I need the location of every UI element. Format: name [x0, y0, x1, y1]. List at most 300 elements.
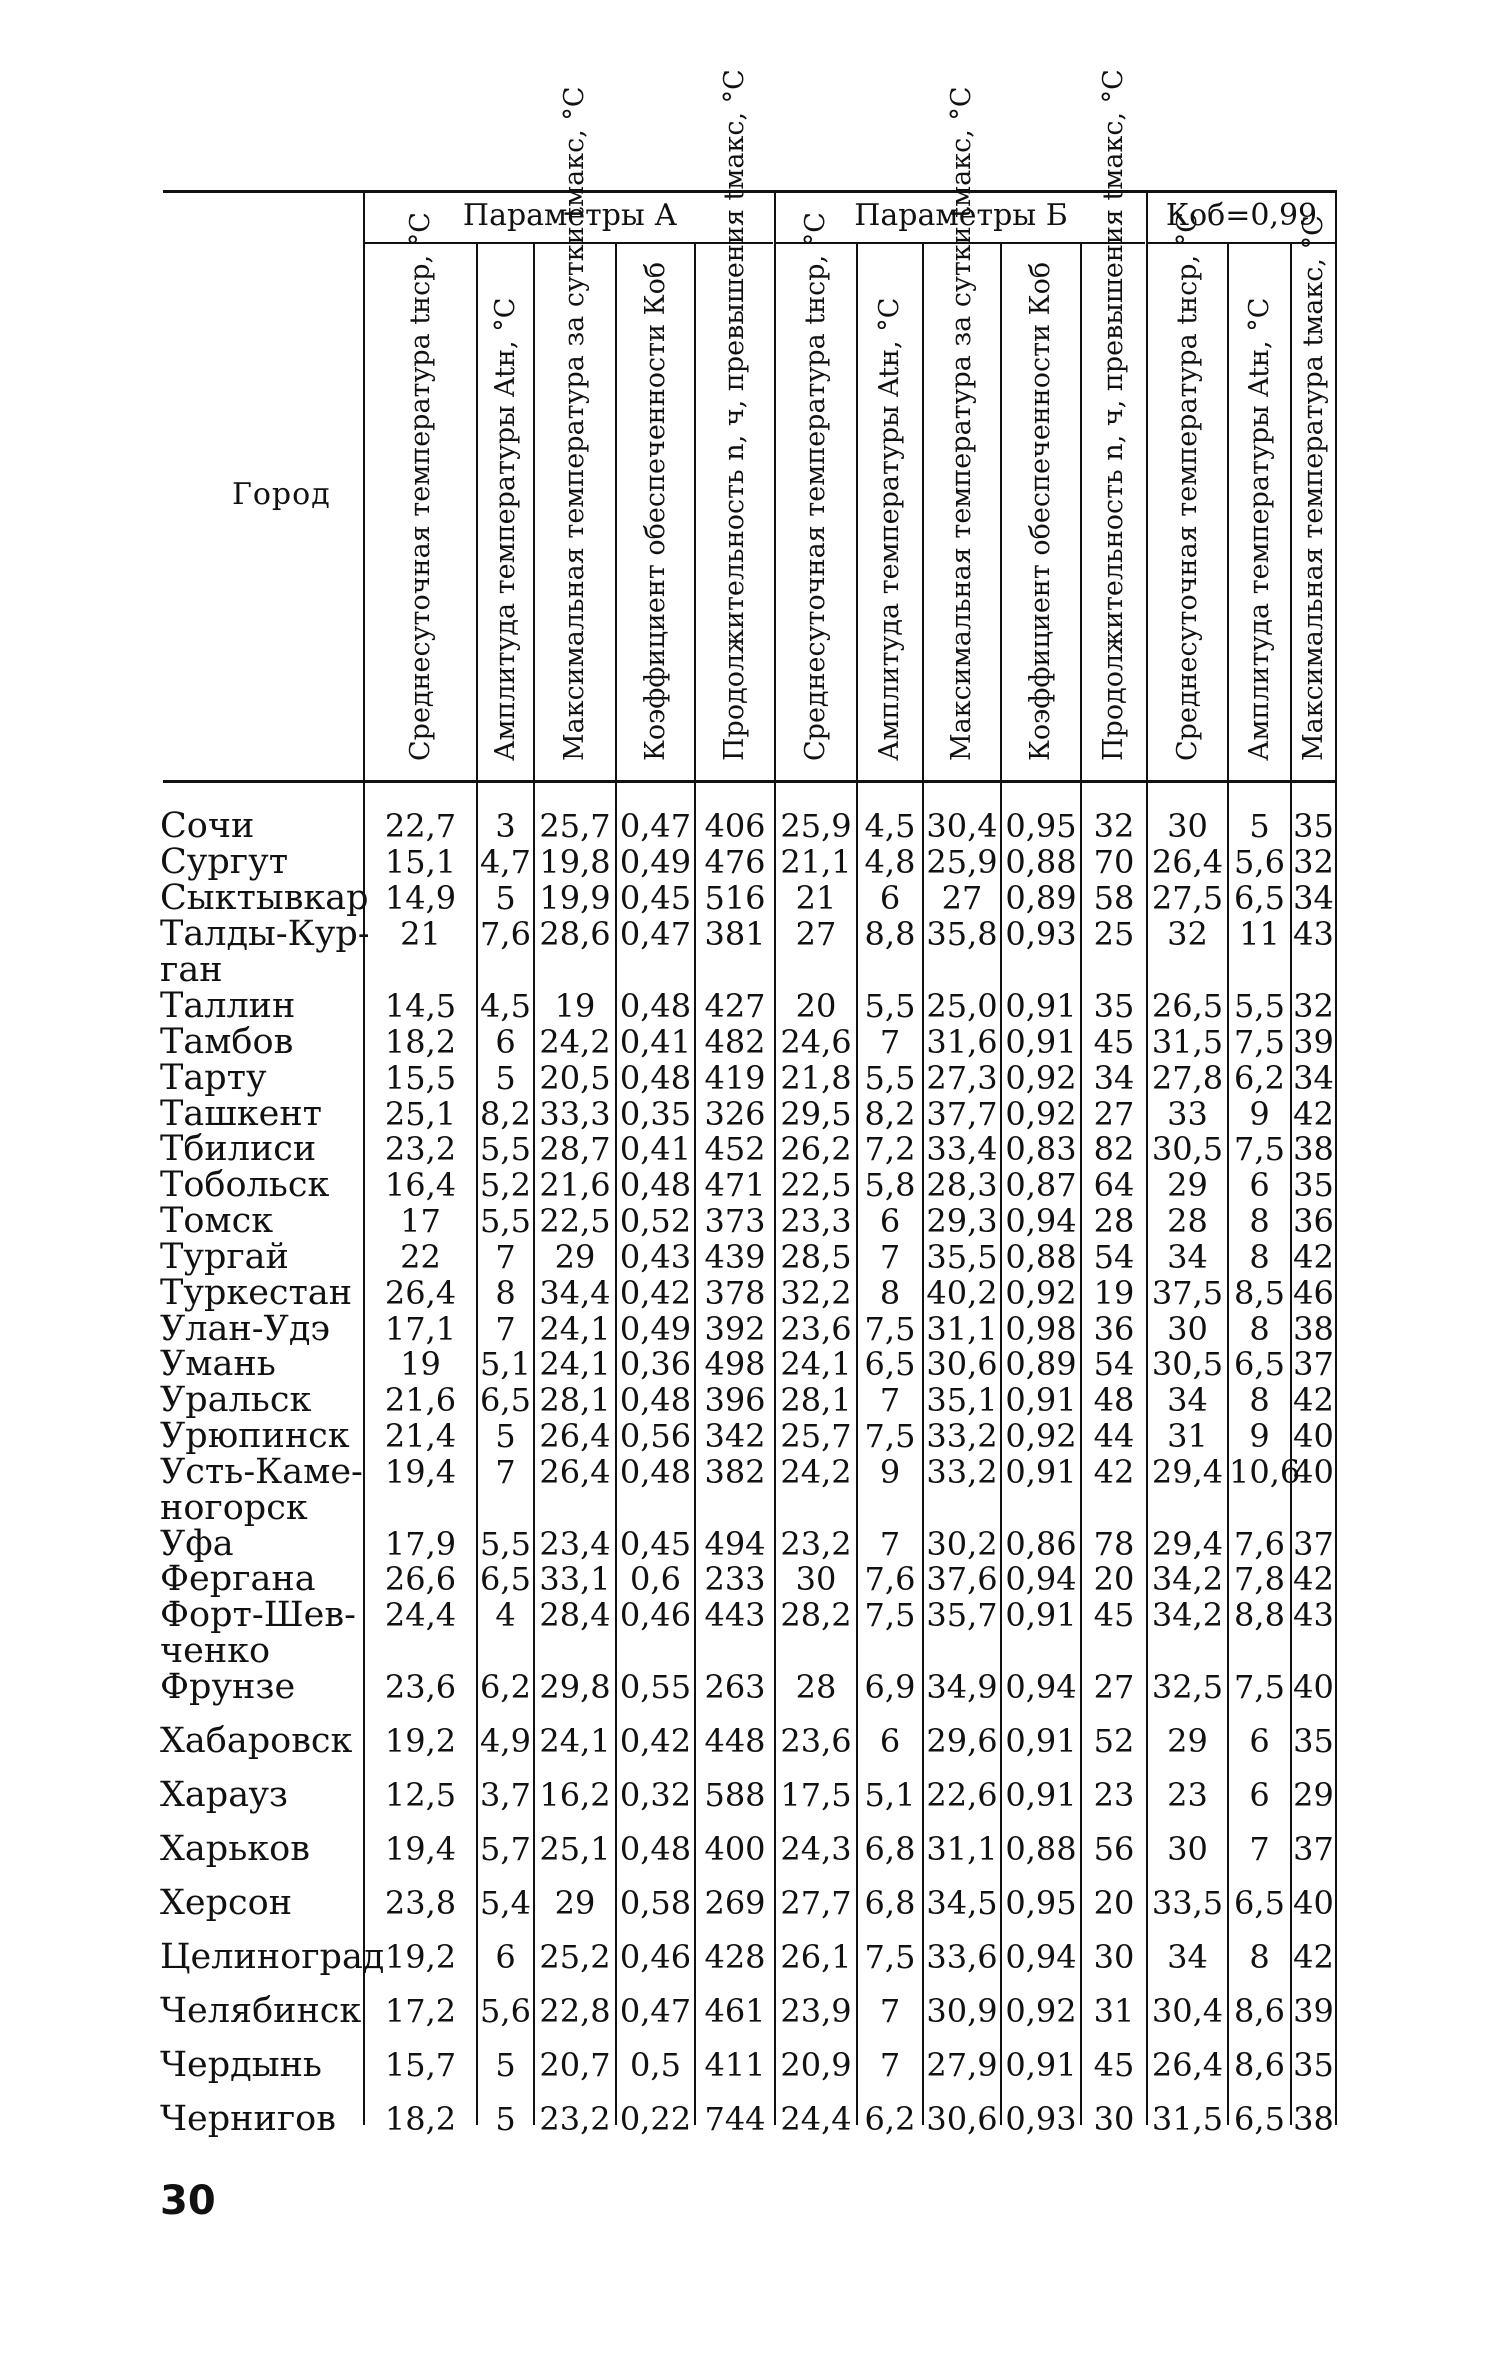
table-cell: 23,4 — [539, 1525, 611, 1563]
city-name: Умань — [160, 1344, 276, 1384]
city-name: Челябинск — [160, 1991, 362, 2031]
table-cell: 30,5 — [1151, 1345, 1224, 1383]
table-cell: 0,95 — [1005, 807, 1077, 845]
table-cell: 22,5 — [539, 1202, 611, 1240]
table-cell: 18,2 — [384, 2100, 457, 2138]
table-cell: 34 — [1167, 1238, 1208, 1276]
table-cell: 29,6 — [926, 1722, 998, 1760]
table-cell: 0,52 — [619, 1202, 692, 1240]
table-cell: 31,5 — [1151, 1023, 1224, 1061]
table-cell: 22,7 — [384, 807, 457, 845]
table-cell: 23,6 — [384, 1668, 457, 1706]
city-name: Улан-Удэ — [160, 1309, 330, 1349]
table-cell: 8,6 — [1234, 2046, 1285, 2084]
page-number: 30 — [160, 2178, 216, 2224]
table-cell: 35,5 — [926, 1238, 998, 1276]
table-cell: 23,9 — [780, 1992, 852, 2030]
table-cell: 29,4 — [1151, 1525, 1224, 1563]
table-cell: 6,5 — [864, 1345, 916, 1383]
table-cell: 452 — [704, 1130, 766, 1168]
table-cell: 27 — [1093, 1095, 1135, 1133]
table-cell: 3,7 — [480, 1776, 531, 1814]
table-cell: 29,5 — [780, 1095, 852, 1133]
table-cell: 428 — [704, 1938, 766, 1976]
table-cell: 378 — [704, 1274, 766, 1312]
table-cell: 392 — [704, 1310, 766, 1348]
table-cell: 461 — [704, 1992, 766, 2030]
table-cell: 5 — [495, 879, 516, 917]
table-cell: 34 — [1167, 1381, 1208, 1419]
table-cell: 35,7 — [926, 1596, 998, 1634]
table-cell: 0,91 — [1005, 1596, 1077, 1634]
city-name: Тобольск — [160, 1165, 330, 1205]
header-bottom-rule — [163, 780, 1335, 783]
table-cell: 17,9 — [384, 1525, 457, 1563]
column-header — [1148, 212, 1227, 778]
table-cell: 5,5 — [480, 1202, 531, 1240]
table-cell: 54 — [1093, 1238, 1135, 1276]
table-cell: 381 — [704, 915, 766, 953]
table-cell: 24,4 — [780, 2100, 852, 2138]
city-name: Чернигов — [160, 2099, 336, 2139]
column-header-text: Амплитуда температуры Atн, °С — [489, 297, 521, 761]
table-cell: 31 — [1093, 1992, 1135, 2030]
table-cell: 8 — [495, 1274, 516, 1312]
table-cell: 342 — [704, 1417, 766, 1455]
table-cell: 34,2 — [1151, 1560, 1224, 1598]
table-cell: 28,7 — [539, 1130, 611, 1168]
city-name: Сыктывкар — [160, 878, 369, 918]
table-cell: 23,6 — [780, 1310, 852, 1348]
table-cell: 3 — [495, 807, 516, 845]
table-cell: 4,8 — [864, 843, 916, 881]
table-cell: 6,5 — [1234, 2100, 1285, 2138]
table-cell: 0,91 — [1005, 1776, 1077, 1814]
table-cell: 8,8 — [864, 915, 916, 953]
table-cell: 33,2 — [926, 1453, 998, 1491]
table-cell: 6 — [1249, 1776, 1270, 1814]
table-cell: 29,8 — [539, 1668, 611, 1706]
column-header — [858, 244, 922, 778]
table-cell: 19,8 — [539, 843, 611, 881]
table-cell: 0,48 — [619, 987, 692, 1025]
table-cell: 21 — [795, 879, 837, 917]
table-cell: 4,7 — [480, 843, 531, 881]
table-cell: 22,5 — [780, 1166, 852, 1204]
city-name: Томск — [160, 1201, 274, 1241]
table-cell: 30 — [1167, 1830, 1208, 1868]
table-cell: 14,5 — [384, 987, 457, 1025]
table-cell: 7 — [879, 1238, 901, 1276]
table-cell: 26,4 — [1151, 843, 1224, 881]
table-cell: 26,2 — [780, 1130, 852, 1168]
city-name: Фрунзе — [160, 1667, 296, 1707]
column-header — [1292, 215, 1335, 778]
table-cell: 7,8 — [1234, 1560, 1285, 1598]
column-header — [924, 86, 1000, 778]
table-cell: 12,5 — [384, 1776, 457, 1814]
table-cell: 27 — [795, 915, 837, 953]
table-cell: 0,91 — [1005, 1722, 1077, 1760]
city-name: Хараyз — [160, 1775, 288, 1815]
table-cell: 0,86 — [1005, 1525, 1077, 1563]
table-cell: 28,2 — [780, 1596, 852, 1634]
column-header — [696, 69, 774, 778]
city-name: Усть-Каме- ногорск — [160, 1452, 363, 1528]
city-name: Тарту — [160, 1058, 267, 1098]
table-cell: 5 — [495, 2100, 516, 2138]
table-cell: 25 — [1093, 915, 1135, 953]
table-cell: 6,9 — [864, 1668, 916, 1706]
table-cell: 0,87 — [1005, 1166, 1077, 1204]
table-cell: 8 — [1249, 1310, 1270, 1348]
column-header — [776, 212, 856, 778]
table-cell: 23,2 — [780, 1525, 852, 1563]
table-cell: 8 — [879, 1274, 901, 1312]
table-cell: 0,55 — [619, 1668, 692, 1706]
table-cell: 5 — [1249, 807, 1270, 845]
table-cell: 23,2 — [384, 1130, 457, 1168]
table-cell: 27,9 — [926, 2046, 998, 2084]
table-cell: 233 — [704, 1560, 766, 1598]
table-cell: 11 — [1239, 915, 1280, 953]
table-cell: 476 — [704, 843, 766, 881]
table-cell: 0,35 — [619, 1095, 692, 1133]
table-cell: 28,6 — [539, 915, 611, 953]
table-cell: 43 — [1293, 1596, 1334, 1634]
table-cell: 0,98 — [1005, 1310, 1077, 1348]
table-cell: 0,32 — [619, 1776, 692, 1814]
table-cell: 45 — [1093, 2046, 1135, 2084]
table-cell: 36 — [1293, 1202, 1334, 1240]
table-cell: 0,91 — [1005, 1023, 1077, 1061]
table-cell: 0,42 — [619, 1274, 692, 1312]
group-header-params-b: Параметры Б — [854, 198, 1068, 233]
table-cell: 33,6 — [926, 1938, 998, 1976]
table-cell: 5,5 — [480, 1130, 531, 1168]
table-cell: 25,9 — [926, 843, 998, 881]
table-cell: 32 — [1293, 843, 1334, 881]
table-cell: 42 — [1293, 1560, 1334, 1598]
table-cell: 6,5 — [1234, 879, 1285, 917]
table-cell: 24,1 — [539, 1310, 611, 1348]
table-cell: 0,91 — [1005, 1453, 1077, 1491]
table-cell: 8 — [1249, 1381, 1270, 1419]
table-cell: 0,41 — [619, 1130, 692, 1168]
table-cell: 0,91 — [1005, 987, 1077, 1025]
table-cell: 28 — [1093, 1202, 1135, 1240]
table-cell: 45 — [1093, 1596, 1135, 1634]
city-name: Уфа — [160, 1524, 234, 1564]
table-cell: 17 — [400, 1202, 441, 1240]
table-cell: 35,8 — [926, 915, 998, 953]
table-cell: 30,4 — [926, 807, 998, 845]
table-cell: 0,88 — [1005, 1238, 1077, 1276]
table-cell: 34 — [1167, 1938, 1208, 1976]
table-cell: 28 — [1167, 1202, 1208, 1240]
table-cell: 516 — [704, 879, 766, 917]
table-cell: 82 — [1093, 1130, 1135, 1168]
table-cell: 33 — [1167, 1095, 1208, 1133]
table-cell: 19,4 — [384, 1830, 457, 1868]
table-cell: 28 — [795, 1668, 837, 1706]
table-cell: 34,5 — [926, 1884, 998, 1922]
table-cell: 6,5 — [480, 1381, 531, 1419]
table-cell: 0,49 — [619, 843, 692, 881]
table-cell: 37 — [1293, 1830, 1334, 1868]
table-cell: 0,48 — [619, 1166, 692, 1204]
table-cell: 0,45 — [619, 879, 692, 917]
table-cell: 7 — [495, 1238, 516, 1276]
table-cell: 35,1 — [926, 1381, 998, 1419]
city-name: Тамбов — [160, 1022, 294, 1062]
city-name: Фергана — [160, 1559, 316, 1599]
table-cell: 34 — [1093, 1059, 1135, 1097]
table-cell: 32,5 — [1151, 1668, 1224, 1706]
table-cell: 0,93 — [1005, 2100, 1077, 2138]
table-cell: 27,3 — [926, 1059, 998, 1097]
table-cell: 37,5 — [1151, 1274, 1224, 1312]
table-cell: 58 — [1093, 879, 1135, 917]
table-cell: 7,5 — [864, 1417, 916, 1455]
table-cell: 8 — [1249, 1938, 1270, 1976]
table-cell: 30 — [1093, 2100, 1135, 2138]
column-header-text: Среднесуточная температура tнср, °С — [800, 212, 831, 761]
table-cell: 28,1 — [780, 1381, 852, 1419]
table-cell: 23,2 — [539, 2100, 611, 2138]
city-name: Чердынь — [160, 2045, 322, 2085]
column-header-text: Коэффициент обеспеченности Коб — [1025, 261, 1056, 761]
table-cell: 37 — [1293, 1345, 1334, 1383]
table-cell: 7 — [495, 1453, 516, 1491]
city-name: Таллин — [160, 986, 296, 1026]
table-cell: 0,46 — [619, 1938, 692, 1976]
table-cell: 54 — [1093, 1345, 1135, 1383]
table-cell: 0,42 — [619, 1722, 692, 1760]
column-header-text: Среднесуточная температура tнср, °С — [1171, 212, 1203, 761]
table-cell: 0,45 — [619, 1525, 692, 1563]
table-cell: 21,6 — [539, 1166, 611, 1204]
table-cell: 5,5 — [480, 1525, 531, 1563]
table-cell: 38 — [1293, 1310, 1334, 1348]
table-cell: 7,5 — [864, 1310, 916, 1348]
table-cell: 17,1 — [384, 1310, 457, 1348]
table-cell: 6,8 — [864, 1884, 916, 1922]
table-cell: 6 — [879, 1722, 901, 1760]
column-header — [365, 212, 476, 778]
table-cell: 26,4 — [384, 1274, 457, 1312]
table-cell: 0,56 — [619, 1417, 692, 1455]
table-cell: 24,6 — [780, 1023, 852, 1061]
table-cell: 30 — [1093, 1938, 1135, 1976]
table-cell: 31,5 — [1151, 2100, 1224, 2138]
table-cell: 33,4 — [926, 1130, 998, 1168]
table-cell: 326 — [704, 1095, 766, 1133]
table-cell: 25,9 — [780, 807, 852, 845]
table-cell: 35 — [1293, 1722, 1334, 1760]
table-cell: 8,5 — [1234, 1274, 1285, 1312]
table-cell: 40 — [1293, 1668, 1334, 1706]
table-cell: 35 — [1093, 987, 1135, 1025]
table-cell: 0,94 — [1005, 1202, 1077, 1240]
table-cell: 33,3 — [539, 1095, 611, 1133]
table-cell: 0,91 — [1005, 1381, 1077, 1419]
table-cell: 40 — [1293, 1884, 1334, 1922]
table-cell: 24,2 — [539, 1023, 611, 1061]
table-cell: 26,4 — [1151, 2046, 1224, 2084]
table-cell: 744 — [704, 2100, 766, 2138]
table-cell: 48 — [1093, 1381, 1135, 1419]
table-cell: 8 — [1249, 1202, 1270, 1240]
table-cell: 4,9 — [480, 1722, 531, 1760]
table-cell: 7,5 — [1234, 1130, 1285, 1168]
table-cell: 46 — [1293, 1274, 1334, 1312]
table-cell: 0,92 — [1005, 1992, 1077, 2030]
table-cell: 5,1 — [480, 1345, 531, 1383]
table-cell: 4,5 — [864, 807, 916, 845]
table-cell: 42 — [1293, 1238, 1334, 1276]
table-cell: 26,4 — [539, 1417, 611, 1455]
column-header — [535, 86, 615, 778]
table-cell: 0,47 — [619, 807, 692, 845]
table-cell: 7 — [879, 1023, 901, 1061]
table-cell: 30 — [1167, 807, 1208, 845]
table-cell: 29,3 — [926, 1202, 998, 1240]
city-name: Тбилиси — [160, 1129, 317, 1169]
table-cell: 439 — [704, 1238, 766, 1276]
table-cell: 0,92 — [1005, 1095, 1077, 1133]
table-cell: 35 — [1293, 1166, 1334, 1204]
table-cell: 7 — [1249, 1830, 1270, 1868]
table-cell: 6 — [879, 879, 901, 917]
table-cell: 20 — [795, 987, 837, 1025]
table-cell: 4,5 — [480, 987, 531, 1025]
table-cell: 16,2 — [539, 1776, 611, 1814]
table-cell: 30,2 — [926, 1525, 998, 1563]
table-cell: 0,94 — [1005, 1668, 1077, 1706]
table-cell: 482 — [704, 1023, 766, 1061]
table-cell: 34,4 — [539, 1274, 611, 1312]
table-cell: 382 — [704, 1453, 766, 1491]
table-cell: 10,6 — [1229, 1453, 1301, 1491]
table-cell: 23,6 — [780, 1722, 852, 1760]
table-cell: 19,2 — [384, 1938, 457, 1976]
table-cell: 27 — [1093, 1668, 1135, 1706]
table-cell: 40,2 — [926, 1274, 998, 1312]
table-cell: 22,8 — [539, 1992, 611, 2030]
table-cell: 7 — [879, 1992, 901, 2030]
group-header-kob: Коб=0,99 — [1165, 198, 1318, 233]
table-cell: 5,8 — [864, 1166, 916, 1204]
table-cell: 36 — [1093, 1310, 1135, 1348]
table-cell: 8,2 — [864, 1095, 916, 1133]
table-cell: 21 — [400, 915, 441, 953]
table-cell: 5,5 — [864, 987, 916, 1025]
table-cell: 5 — [495, 2046, 516, 2084]
table-cell: 0,6 — [630, 1560, 681, 1598]
table-cell: 37,7 — [926, 1095, 998, 1133]
table-cell: 21,6 — [384, 1381, 457, 1419]
table-cell: 406 — [704, 807, 766, 845]
table-cell: 8,2 — [480, 1095, 531, 1133]
table-cell: 31,6 — [926, 1023, 998, 1061]
table-cell: 24,1 — [780, 1345, 852, 1383]
table-cell: 0,92 — [1005, 1274, 1077, 1312]
table-cell: 25,1 — [539, 1830, 611, 1868]
table-cell: 0,46 — [619, 1596, 692, 1634]
table-cell: 32 — [1093, 807, 1135, 845]
table-cell: 6,5 — [1234, 1884, 1285, 1922]
table-cell: 16,4 — [384, 1166, 457, 1204]
table-cell: 42 — [1293, 1095, 1334, 1133]
table-cell: 427 — [704, 987, 766, 1025]
table-cell: 32 — [1293, 987, 1334, 1025]
city-name: Уральск — [160, 1380, 312, 1420]
table-cell: 6 — [1249, 1722, 1270, 1760]
table-cell: 24,1 — [539, 1722, 611, 1760]
table-cell: 26,4 — [539, 1453, 611, 1491]
table-cell: 7 — [879, 1381, 901, 1419]
table-cell: 0,94 — [1005, 1938, 1077, 1976]
column-header — [1229, 244, 1290, 778]
table-cell: 30,9 — [926, 1992, 998, 2030]
city-name: Целиноград — [160, 1937, 385, 1977]
table-cell: 9 — [1249, 1417, 1270, 1455]
table-cell: 9 — [1249, 1095, 1270, 1133]
column-header — [1002, 244, 1080, 778]
table-cell: 38 — [1293, 1130, 1334, 1168]
table-cell: 5 — [495, 1059, 516, 1097]
column-rule — [1335, 190, 1337, 2125]
table-cell: 8,8 — [1234, 1596, 1285, 1634]
table-cell: 35 — [1293, 2046, 1334, 2084]
table-cell: 0,49 — [619, 1310, 692, 1348]
table-cell: 23,3 — [780, 1202, 852, 1240]
table-cell: 29,4 — [1151, 1453, 1224, 1491]
table-cell: 21,1 — [780, 843, 852, 881]
table-cell: 64 — [1093, 1166, 1135, 1204]
table-cell: 42 — [1293, 1938, 1334, 1976]
table-cell: 443 — [704, 1596, 766, 1634]
table-cell: 37,6 — [926, 1560, 998, 1598]
table-cell: 5 — [495, 1417, 516, 1455]
column-header-text: Максимальная температура tмакс, °С — [1297, 215, 1329, 761]
table-cell: 30 — [795, 1560, 837, 1598]
table-cell: 18,2 — [384, 1023, 457, 1061]
column-header-text: Среднесуточная температура tнср, °С — [404, 212, 436, 761]
table-cell: 17,2 — [384, 1992, 457, 2030]
table-cell: 0,48 — [619, 1059, 692, 1097]
city-name: Туркестан — [160, 1273, 353, 1313]
table-cell: 373 — [704, 1202, 766, 1240]
table-cell: 0,47 — [619, 915, 692, 953]
table-cell: 25,2 — [539, 1938, 611, 1976]
table-cell: 7,5 — [864, 1938, 916, 1976]
table-cell: 6,5 — [480, 1560, 531, 1598]
table-cell: 52 — [1093, 1722, 1135, 1760]
table-cell: 28,1 — [539, 1381, 611, 1419]
table-cell: 5,5 — [864, 1059, 916, 1097]
table-cell: 29 — [1167, 1722, 1208, 1760]
table-cell: 396 — [704, 1381, 766, 1419]
table-cell: 24,3 — [780, 1830, 852, 1868]
table-cell: 35 — [1293, 807, 1334, 845]
city-name: Херсон — [160, 1883, 293, 1923]
table-cell: 7 — [879, 2046, 901, 2084]
table-cell: 32,2 — [780, 1274, 852, 1312]
table-cell: 0,93 — [1005, 915, 1077, 953]
table-cell: 21,4 — [384, 1417, 457, 1455]
